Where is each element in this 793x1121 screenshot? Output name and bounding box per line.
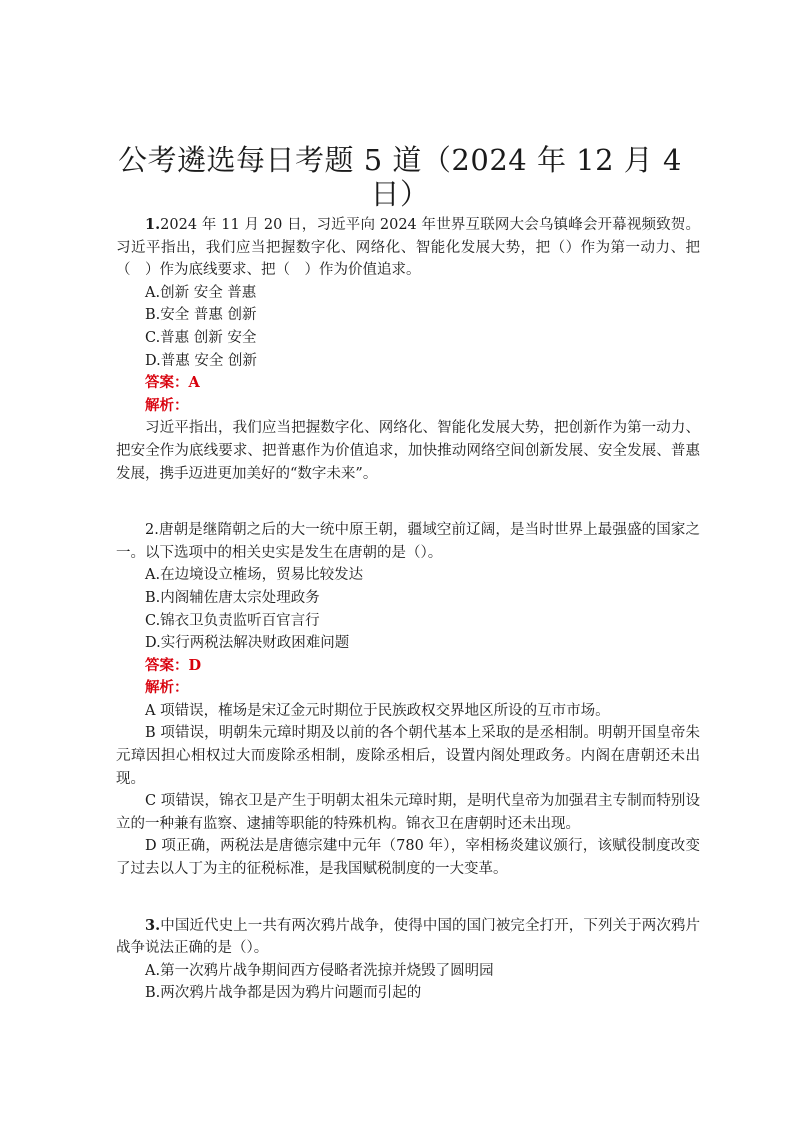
question-2-number: 2. [145, 522, 159, 539]
question-3-option-b: B.两次鸦片战争都是因为鸦片问题而引起的 [145, 985, 422, 1002]
question-2-option-b: B.内阁辅佐唐太宗处理政务 [145, 589, 320, 606]
question-1-number: 1. [145, 216, 161, 233]
question-1-analysis-label: 解析： [145, 396, 189, 414]
question-1-answer: 答案：A [145, 374, 200, 392]
question-2-stem: 2.唐朝是继隋朝之后的大一统中原王朝，疆域空前辽阔，是当时世界上最强盛的国家之一。以下选项中的相关史实是发生在唐朝的是（）。 [116, 522, 700, 561]
question-2-analysis-b: B 项错误，明朝朱元璋时期及以前的各个朝代基本上采取的是丞相制。明朝开国皇帝朱元璋因担心相权过大而废除丞相制，废除丞相后，设置内阁处理政务。内阁在唐朝还未出现。 [116, 725, 700, 787]
question-3-option-a: A.第一次鸦片战争期间西方侵略者洗掠并烧毁了圆明园 [145, 962, 494, 979]
question-separator [116, 881, 700, 915]
question-2-option-c: C.锦衣卫负责监听百官言行 [145, 612, 320, 629]
question-3-number: 3. [145, 916, 161, 934]
question-separator [116, 485, 700, 519]
question-3-stem: 3.中国近代史上一共有两次鸦片战争，使得中国的国门被完全打开，下列关于两次鸦片战争说法正确的是（）。 [116, 916, 700, 957]
page-title: 公考遴选每日考题 5 道（2024 年 12 月 4 日） [118, 143, 682, 211]
question-1-option-b: B.安全 普惠 创新 [145, 307, 257, 324]
question-1-stem: 1.2024 年 11 月 20 日，习近平向 2024 年世界互联网大会乌镇峰会开幕视频致贺。习近平指出，我们应当把握数字化、网络化、智能化发展大势，把（）作为第一动力、把（ ）作为底线要求、把（ ）作为价值追求。 [116, 216, 700, 279]
question-1-option-a: A.创新 安全 普惠 [145, 284, 257, 301]
question-2-analysis-label: 解析： [145, 679, 189, 697]
question-2-analysis-d: D 项正确，两税法是唐德宗建中元年（780 年），宰相杨炎建议颁行，该赋役制度改变了过去以人丁为主的征税标准，是我国赋税制度的一大变革。 [116, 838, 700, 878]
question-1-option-d: D.普惠 安全 创新 [145, 352, 257, 369]
question-2-analysis-a: A 项错误，榷场是宋辽金元时期位于民族政权交界地区所设的互市市场。 [145, 702, 610, 719]
question-1-option-c: C.普惠 创新 安全 [145, 329, 257, 346]
question-1-analysis: 习近平指出，我们应当把握数字化、网络化、智能化发展大势，把创新作为第一动力、把安全作为底线要求、把普惠作为价值追求，加快推动网络空间创新发展、安全发展、普惠发展，携手迈进更加美好的“数字未来”。 [116, 420, 700, 482]
document-body [116, 214, 700, 1005]
question-2-answer: 答案：D [145, 656, 202, 674]
question-2-option-a: A.在边境设立榷场，贸易比较发达 [145, 567, 364, 584]
question-2-option-d: D.实行两税法解决财政困难问题 [145, 635, 350, 652]
question-2-analysis-c: C 项错误，锦衣卫是产生于明朝太祖朱元璋时期，是明代皇帝为加强君主专制而特别设立的一种兼有监察、逮捕等职能的特殊机构。锦衣卫在唐朝时还未出现。 [116, 793, 700, 832]
